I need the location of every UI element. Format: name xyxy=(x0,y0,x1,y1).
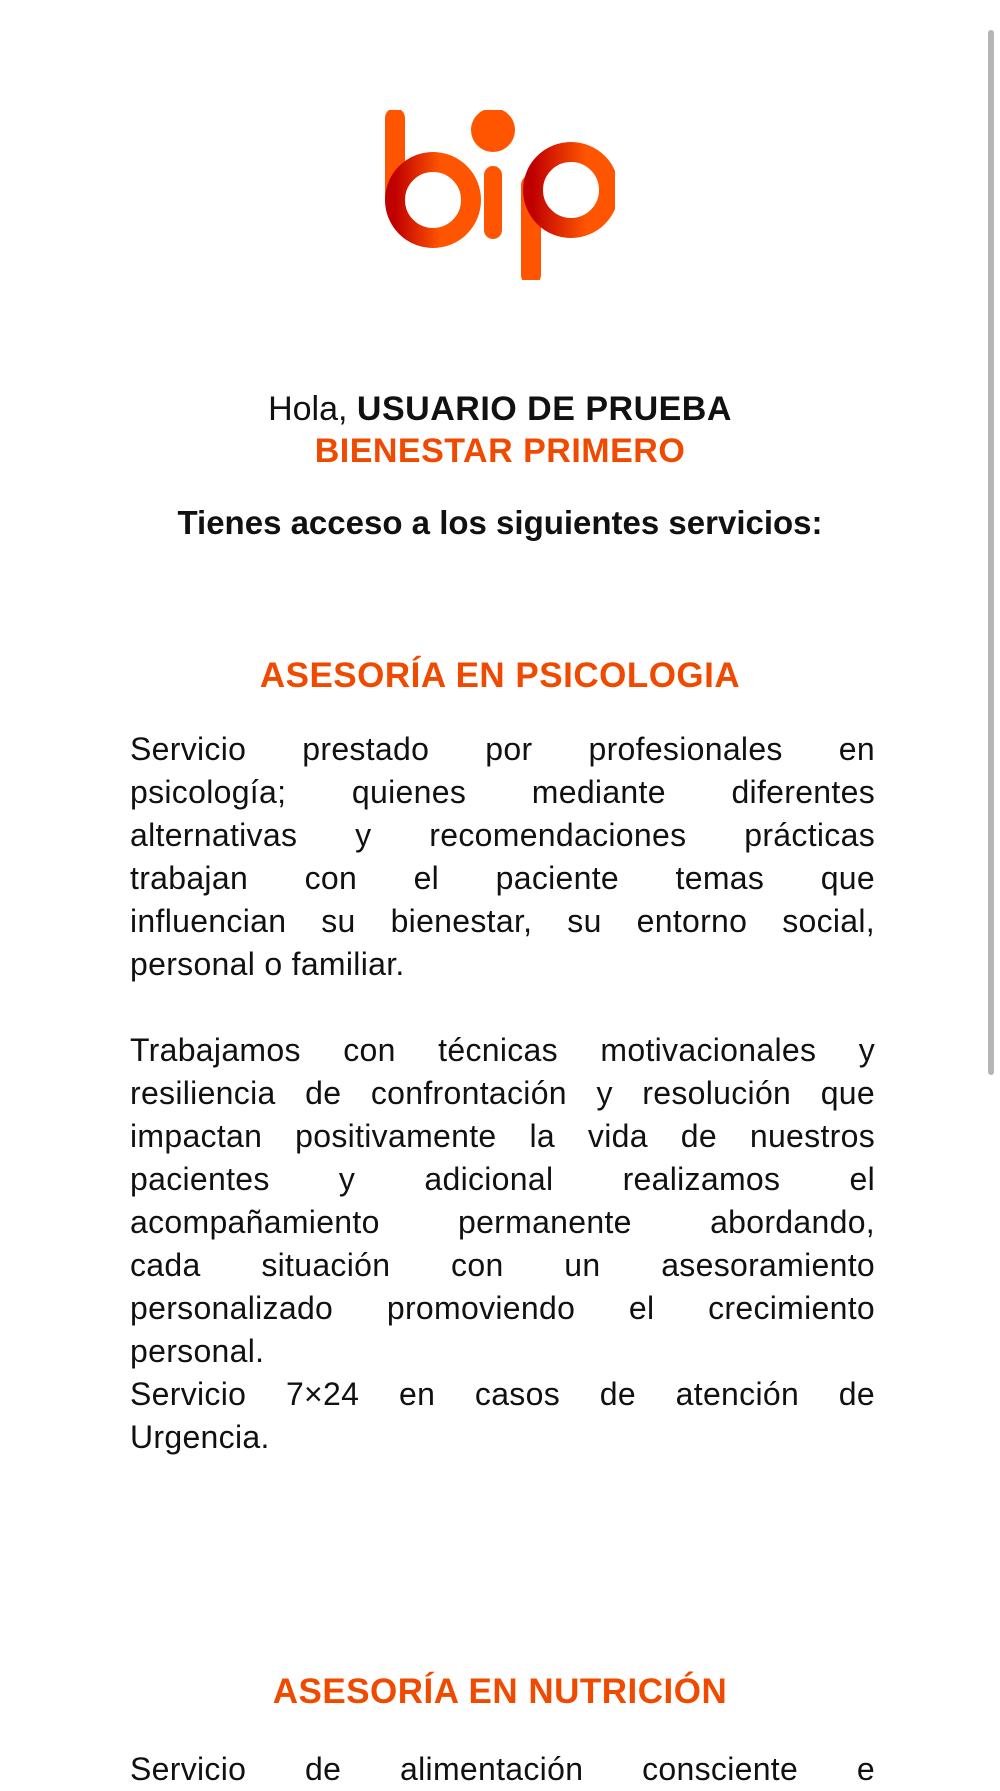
text-line: cada situación con un asesoramiento xyxy=(130,1247,875,1283)
text-line: alternativas y recomendaciones prácticas xyxy=(130,817,875,853)
scrollbar[interactable] xyxy=(988,30,994,1075)
greeting xyxy=(0,388,1000,430)
text-line: acompañamiento permanente abordando, xyxy=(130,1204,875,1240)
access-title: Tienes acceso a los siguientes servicios: xyxy=(177,504,823,541)
text-line: personalizado promoviendo el crecimiento xyxy=(130,1290,875,1326)
text-line: Trabajamos con técnicas motivacionales y xyxy=(130,1032,875,1068)
text-line: pacientes y adicional realizamos el xyxy=(130,1161,875,1197)
text-line: personal o familiar. xyxy=(130,946,405,982)
text-line: Servicio de alimentación consciente e xyxy=(130,1751,875,1787)
text-line: personal. xyxy=(130,1333,265,1369)
user-name: USUARIO DE PRUEBA xyxy=(356,390,732,428)
company-name: BIENESTAR PRIMERO xyxy=(314,432,686,470)
service-title-psicologia: ASESORÍA EN PSICOLOGIA xyxy=(259,656,741,695)
text-line: impactan positivamente la vida de nuestros xyxy=(130,1118,875,1154)
text-line: Urgencia. xyxy=(130,1419,270,1455)
text-line: Servicio 7×24 en casos de atención de xyxy=(130,1376,875,1412)
bip-logo xyxy=(385,110,615,280)
service-title-nutricion: ASESORÍA EN NUTRICIÓN xyxy=(272,1672,728,1711)
text-line: trabajan con el paciente temas que xyxy=(130,860,875,896)
service-description-psicologia xyxy=(130,728,875,1459)
greeting-prefix: Hola, xyxy=(268,390,348,428)
text-line: influencian su bienestar, su entorno social, xyxy=(130,903,875,939)
service-description-nutricion xyxy=(130,1748,875,1791)
text-line: psicología; quienes mediante diferentes xyxy=(130,774,875,810)
text-line: Servicio prestado por profesionales en xyxy=(130,731,875,767)
text-line: resiliencia de confrontación y resolución que xyxy=(130,1075,875,1111)
